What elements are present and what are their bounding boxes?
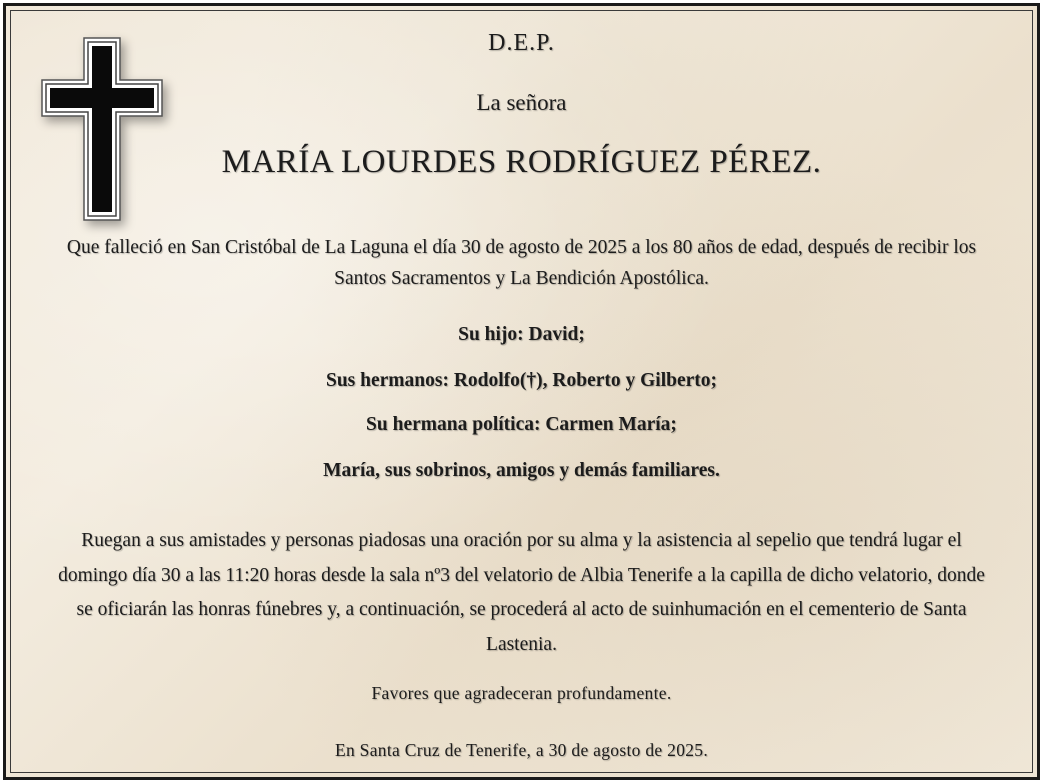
place-date: En Santa Cruz de Tenerife, a 30 de agosto de 2025.	[334, 740, 709, 760]
family-line: Su hijo: David;	[458, 324, 585, 345]
funeral-notice: Ruegan a sus amistades y personas piadosas una oración por su alma y la asistencia al sepelio que tendrá lugar el domingo día 30 a las 11:20 horas desde la sala nº3 del velatorio de Albia Tenerife a la capilla de dicho velatorio, donde se oficiarán las honras fúnebres y, a continuación, se procederá al acto de suinhumación en el cementerio de Santa Lastenia.	[58, 530, 985, 655]
dep-heading: D.E.P.	[488, 30, 555, 56]
thanks-text: Favores que agradeceran profundamente.	[371, 683, 672, 703]
intro-text: La señora	[476, 90, 567, 115]
family-line: María, sus sobrinos, amigos y demás familiares.	[323, 460, 720, 481]
family-line: Sus hermanos: Rodolfo(†), Roberto y Gilberto;	[325, 370, 718, 391]
obituary-card	[3, 3, 1040, 780]
deceased-name: MARÍA LOURDES RODRÍGUEZ PÉREZ.	[221, 144, 822, 180]
family-line: Su hermana política: Carmen María;	[366, 414, 677, 435]
cross-icon	[40, 36, 164, 222]
death-notice: Que falleció en San Cristóbal de La Laguna el día 30 de agosto de 2025 a los 80 años de edad, después de recibir los Santos Sacramentos y La Bendición Apostólica.	[66, 237, 977, 289]
